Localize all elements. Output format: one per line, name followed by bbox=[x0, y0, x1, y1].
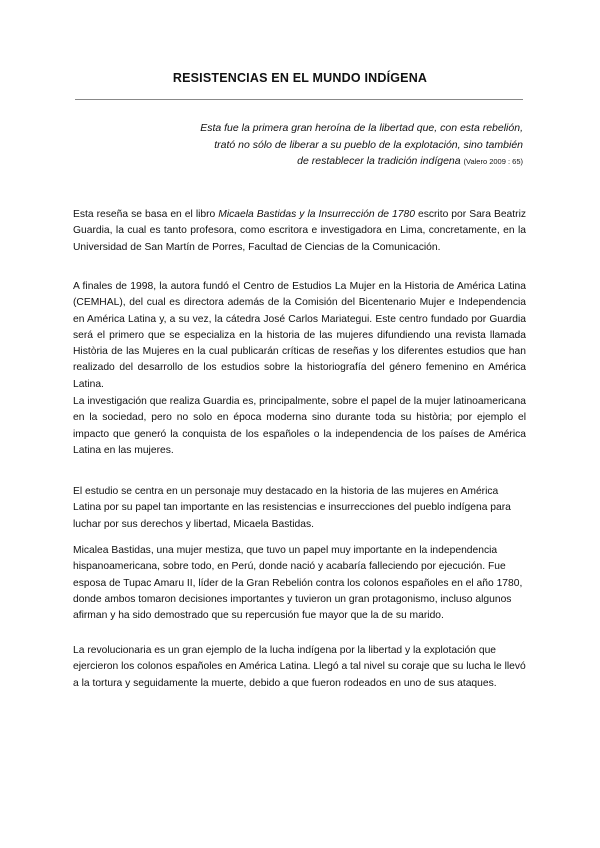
paragraph-5: Micalea Bastidas, una mujer mestiza, que tuvo un papel muy importante en la independencia hispanoamericana, sobre todo, en Perú, donde nació y acabaría falleciendo por ejecución. Fue esposa de Tupac Amaru II, líder de la Gran Rebelión contra los colonos españoles en el año 1780, donde ambos tomaron decisiones importantes y tuvieron un gran protagonismo, incluso algunos afirman y ha sido demostrado que su repercusión fue mayor que la de su marido. bbox=[73, 545, 523, 622]
paragraph-4: El estudio se centra en un personaje muy destacado en la historia de las mujeres en América Latina por su papel tan importante en las resistencias e insurrecciones del pueblo indígena para luchar por sus derechos y libertad, Micaela Bastidas. bbox=[73, 486, 511, 530]
paragraph-1 bbox=[73, 207, 526, 256]
epigraph-line-last bbox=[123, 153, 523, 171]
epigraph-quote bbox=[123, 120, 523, 171]
book-title: Micaela Bastidas y la Insurrección de 1780 bbox=[218, 209, 415, 220]
paragraph-2: A finales de 1998, la autora fundó el Centro de Estudios La Mujer en la Historia de América Latina (CEMHAL), del cual es directora además de la Comisión del Bicentenario Mujer e Independencia en América Latina y, a su vez, la cátedra José Carlos Mariategui. Este centro fundado por Guardia será el primero que se especializa en la historia de las mujeres difundiendo una revista llamada Història de las Mujeres en la cual publicarán críticas de reseñas y los diferentes estudios que han realizado del desarrollo de los estudios sobre la historiografía del género femenino en América Latina. bbox=[73, 281, 526, 390]
paragraph-3: La investigación que realiza Guardia es, principalmente, sobre el papel de la mujer latinoamericana en la sociedad, pero no solo en época moderna sino durante toda su història; por ejemplo el impacto que generó la conquista de los españoles o la independencia de los países de América Latina en las mujeres. bbox=[73, 396, 526, 456]
epigraph-line: Esta fue la primera gran heroína de la libertad que, con esta rebelión, bbox=[200, 122, 523, 134]
epigraph-line-text: de restablecer la tradición indígena bbox=[297, 155, 461, 167]
paragraph-1-after: escrito por Sara Beatriz Guardia, la cual es tanto profesora, como escritora e investigadora en Lima, concretamente, en la Universidad de San Martín de Porres, Facultad de Ciencias de la Comunicación. bbox=[73, 209, 527, 253]
epigraph-line: trató no sólo de liberar a su pueblo de la explotación, sino también bbox=[214, 138, 523, 151]
paragraph-6: La revolucionaria es un gran ejemplo de la lucha indígena por la libertad y la explotación que ejercieron los colonos españoles en América Latina. Llegó a tal nivel su coraje que su lucha le llevó a la tortura y seguidamente la muerte, debido a que fueron rodeados en uno de sus ataques. bbox=[73, 645, 526, 689]
paragraph-1-before: Esta reseña se basa en el libro bbox=[73, 209, 219, 220]
title-divider bbox=[75, 99, 523, 100]
page-title: RESISTENCIAS EN EL MUNDO INDÍGENA bbox=[172, 71, 428, 85]
epigraph-citation: (Valero 2009 : 65) bbox=[463, 157, 523, 166]
